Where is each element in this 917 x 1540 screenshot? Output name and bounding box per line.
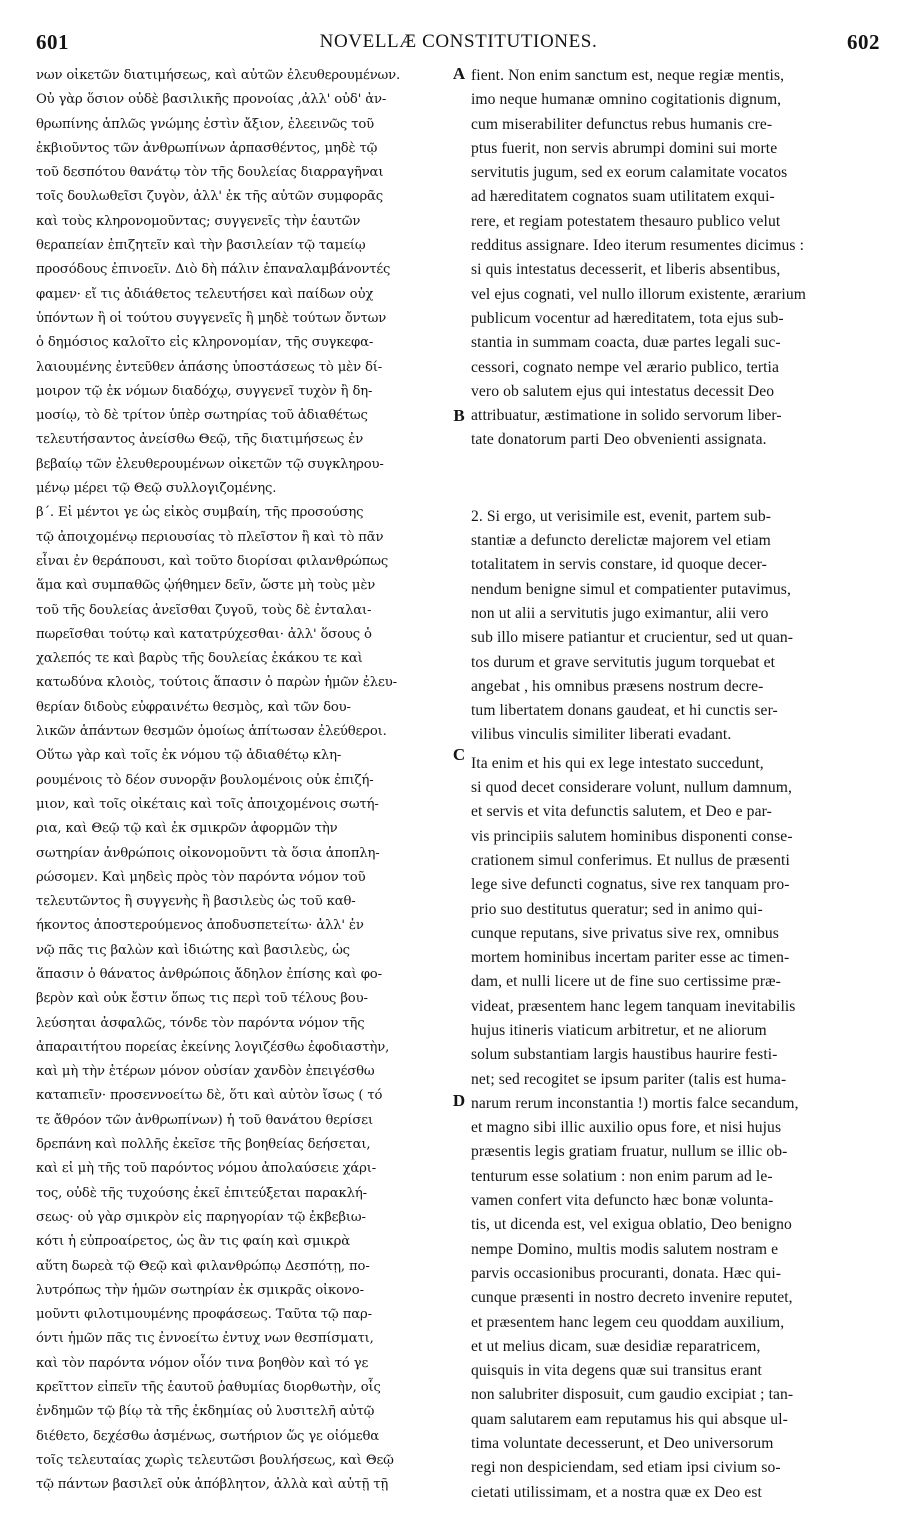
paragraph: [36, 64, 448, 501]
text-line: λικῶν ἁπάντων θεσμῶν ὁμοίως ἁπίτωσαν ἐλεύθεροι.: [36, 724, 387, 740]
text-line: tis, ut dicenda est, vel exigua oblatio, Deo benigno: [471, 1216, 792, 1234]
text-line: quisquis in vita degens quæ sui transitus erant: [471, 1362, 762, 1380]
text-line: μένῳ μέρει τῷ Θεῷ συλλογιζομένης.: [36, 481, 277, 497]
margin-marker-d: D: [452, 1091, 466, 1110]
text-line: μοσίῳ, τὸ δὲ τρίτον ὑπὲρ σωτηρίας τοῦ ἀδιαθέτως: [36, 408, 368, 424]
text-line: crationem simul conferimus. Et nullus de præsenti: [471, 851, 790, 869]
text-line: θρωπίνης ἁπλῶς γνώμης ἐστὶν ἄξιον, ἐλεεινῶς τοῦ: [36, 116, 374, 132]
text-line: vero ob salutem ejus qui intestatus decessit Deo: [471, 382, 775, 400]
text-line: parvis occasionibus procuranti, donata. Hæc qui-: [471, 1264, 782, 1282]
text-line: nendum benigne simul et compatienter putavimus,: [471, 580, 791, 598]
text-line: et ut melius dicam, suæ desidiæ reparatricem,: [471, 1337, 761, 1355]
text-line: ρώσομεν. Καὶ μηδεὶς πρὸς τὸν παρόντα νόμον τοῦ: [36, 869, 366, 885]
page-header: [0, 30, 917, 58]
text-line: καὶ εἰ μὴ τῆς τοῦ παρόντος νόμου ἀπολαύσειε χάρι-: [36, 1161, 377, 1177]
text-line: ὁ δημόσιος καλοῖτο εἰς κληρονομίαν, τῆς συγκεφα-: [36, 335, 374, 351]
text-line: si quis intestatus decesserit, et liberis absentibus,: [471, 261, 781, 279]
text-line: τοῦ τῆς δουλείας ἀνεῖσθαι ζυγοῦ, τοὺς δὲ ἐνταλαι-: [36, 602, 372, 618]
text-line: σωτηρίαν ἀνθρώποις οἰκονομοῦντι τὰ ὅσια ἀποπλη-: [36, 845, 380, 861]
text-line: dam, et nulli licere ut de fine suo certissime præ-: [471, 973, 781, 991]
text-line: publicum vocentur ad hæreditatem, tota ejus sub-: [471, 309, 784, 327]
text-line: βεβαίῳ τῶν ἐλευθερουμένων οἰκετῶν τῷ συγκληρου-: [36, 456, 384, 472]
text-line: μιον, καὶ τοῖς οἰκέταις καὶ τοῖς ἀποιχομένοις σωτή-: [36, 796, 379, 812]
text-line: χαλεπός τε καὶ βαρὺς τῆς δουλείας ἐκάκου τε καὶ: [36, 651, 363, 667]
text-line: tima voluntate decesserunt, et Deo universorum: [471, 1435, 774, 1453]
text-line: solum substantiam largis haustibus haurire festi-: [471, 1046, 778, 1064]
text-line: κατωδύνα κλοιὸς, τούτοις ἅπασιν ὁ παρὼν ἡμῶν ἐλευ-: [36, 675, 397, 691]
text-line: ἅμα καὶ συμπαθῶς ᾠήθημεν δεῖν, ὥστε μὴ τοὺς μὲν: [36, 578, 376, 594]
text-line: præsentis legis gratiam fruatur, nullum se illic ob-: [471, 1143, 788, 1161]
text-line: αὕτη δωρεὰ τῷ Θεῷ καὶ φιλανθρώπῳ Δεσπότῃ, πο-: [36, 1258, 370, 1274]
text-line: βερὸν καὶ οὐκ ἔστιν ὅπως τις περὶ τοῦ τέλους βου-: [36, 991, 368, 1007]
text-line: τῷ πάντων βασιλεῖ οὐκ ἀπόβλητον, ἀλλὰ καὶ αὐτῇ τῇ: [36, 1477, 389, 1493]
text-line: ad hæreditatem cognatos suam utilitatem exqui-: [471, 188, 775, 206]
text-line: non ut alii a servitutis jugo eximantur, alii vero: [471, 604, 769, 622]
text-line: νων οἰκετῶν διατιμήσεως, καὶ αὐτῶν ἐλευθερουμένων.: [36, 68, 401, 83]
text-line: κρεῖττον εἰπεῖν τῆς ἑαυτοῦ ῥαθυμίας διορθωτὴν, οἷς: [36, 1380, 381, 1396]
text-line: κότι ἡ εὐπροαίρετος, ὡς ἂν τις φαίη καὶ σμικρὰ: [36, 1234, 350, 1250]
text-line: μοιρον τῷ ἐκ νόμων διαδόχῳ, συγγενεῖ τυχὸν ἢ δη-: [36, 383, 373, 399]
text-line: et servis et vita defunctis salutem, et Deo e par-: [471, 803, 772, 821]
paragraph: [471, 752, 877, 1505]
paragraph: [36, 744, 448, 1497]
text-line: narum rerum inconstantia !) mortis falce secandum,: [471, 1094, 799, 1112]
text-line: non salubriter disposuit, cum gaudio excipiat ; tan-: [471, 1386, 794, 1404]
paragraph: [471, 505, 877, 748]
text-line: β΄. Εἰ μέντοι γε ὡς εἰκὸς συμβαίη, τῆς προσούσης: [36, 505, 364, 521]
text-line: ρουμένοις τὸ δέον συνορᾷν βουλομένοις οὐκ ἐπιζή-: [36, 772, 374, 788]
text-line: ὑπόντων ἢ οἱ τούτου συγγενεῖς ἢ μηδὲ τούτων ὄντων: [36, 310, 387, 326]
page-number-left: 601: [36, 30, 69, 54]
latin-column: [471, 64, 877, 1505]
text-line: σεως· οὐ γὰρ σμικρὸν εἰς παρηγορίαν τῷ ἐκβεβιω-: [36, 1209, 366, 1225]
text-line: imo neque humanæ omnino cogitationis dignum,: [471, 91, 782, 109]
text-line: Οὕτω γὰρ καὶ τοῖς ἐκ νόμου τῷ ἀδιαθέτῳ κλη-: [36, 748, 342, 764]
text-line: πωρεῖσθαι τούτῳ καὶ κατατρύχεσθαι· ἀλλ' ὅσους ὁ: [36, 626, 372, 642]
text-line: redditus assignare. Ideo iterum resumentes dicimus :: [471, 237, 805, 255]
text-line: λεύσηται ἀσφαλῶς, τόνδε τὸν παρόντα νόμον τῆς: [36, 1015, 365, 1031]
text-line: nempe Domino, multis modis salutem nostram e: [471, 1240, 779, 1258]
text-line: cunque reputans, sive privatus sive rex, omnibus: [471, 924, 779, 942]
page-number-right: 602: [847, 30, 880, 54]
text-line: διέθετο, δεχέσθω ἀσμένως, σωτήριον ὥς γε οἰόμεθα: [36, 1428, 380, 1444]
text-line: θερίαν διδοὺς εὐφραινέτω θεσμὸς, καὶ τῶν δου-: [36, 699, 351, 715]
text-line: νῷ πᾶς τις βαλὼν καὶ ἰδιώτης καὶ βασιλεὺς, ὡς: [36, 942, 350, 958]
text-line: sub illo misere patiantur et crucientur, sed ut quan-: [471, 629, 794, 647]
text-line: cum miserabiliter defunctus rebus humanis cre-: [471, 115, 773, 133]
margin-marker-b: B: [453, 406, 465, 425]
text-line: tate donatorum parti Deo obvenienti assignata.: [471, 431, 767, 449]
text-line: εἶναι ἐν θεράπουσι, καὶ τοῦτο διορίσαι φιλανθρώπως: [36, 553, 389, 569]
text-line: καὶ μὴ τὴν ἑτέρων μόνον οὐσίαν χανδὸν ἐπειγέσθω: [36, 1064, 375, 1080]
margin-marker-c: C: [452, 745, 466, 764]
text-line: vilibus vinculis similiter liberati evadant.: [471, 726, 732, 744]
margin-marker-a: A: [452, 64, 466, 83]
text-line: λυτρόπως τὴν ἡμῶν σωτηρίαν ἐκ σμικρᾶς οἰκονο-: [36, 1282, 364, 1298]
text-line: όντι ἡμῶν πᾶς τις ἐννοείτω ἐντυχ νων θεσπίσματι,: [36, 1331, 374, 1347]
text-line: ἀπαραιτήτου πορείας ἐκείνης λογιζέσθω ἐφοδιαστὴν,: [36, 1039, 390, 1055]
text-line: regi non despiciendam, sed etiam ipsi civium so-: [471, 1459, 781, 1477]
running-title: NOVELLÆ CONSTITUTIONES.: [319, 31, 598, 52]
text-line: totalitatem in servis constare, id quoque decer-: [471, 556, 767, 574]
paragraph: [36, 501, 448, 744]
text-line: hujus itineris viaticum arbitretur, et ne aliorum: [471, 1021, 767, 1039]
text-line: καὶ τὸν παρόντα νόμον οἷόν τινα βοηθὸν καὶ τό γε: [36, 1355, 369, 1371]
text-line: attribuatur, æstimatione in solido servorum liber-: [471, 407, 782, 425]
text-line: si quod decet considerare volunt, nullum damnum,: [471, 779, 792, 797]
text-line: τῷ ἀποιχομένῳ περιουσίας τὸ πλεῖστον ἢ καὶ τὸ πᾶν: [36, 529, 384, 545]
text-line: τε ἄθρόον τῶν ἀνθρωπίνων) ἡ τοῦ θανάτου θερίσει: [36, 1112, 373, 1128]
text-line: videat, præsentem hanc legem tanquam inevitabilis: [471, 997, 796, 1015]
text-line: tos durum et grave servitutis jugum torquebat et: [471, 653, 776, 671]
paragraph: [471, 64, 877, 453]
text-line: ἐνδημῶν τῷ βίῳ τὰ τῆς ἐκδημίας οὐ λυσιτελῆ αὐτῷ: [36, 1404, 375, 1420]
text-line: 2. Si ergo, ut verisimile est, evenit, partem sub-: [471, 507, 772, 525]
text-line: rere, et regiam potestatem thesauro publico velut: [471, 212, 781, 230]
text-line: et præsentem hanc legem ceu quoddam auxilium,: [471, 1313, 785, 1331]
text-line: ptus fuerit, non servis abrumpi domini sui morte: [471, 139, 778, 157]
text-line: cietati utilissimam, et a nostra quæ ex Deo est: [471, 1483, 762, 1501]
text-line: ρια, καὶ Θεῷ τῷ καὶ ἐκ σμικρῶν ἀφορμῶν τὴν: [36, 821, 338, 837]
text-line: angebat , his omnibus præsens nostrum decre-: [471, 677, 764, 695]
text-line: τελευτήσαντος ἀνείσθω Θεῷ, τῆς διατιμήσεως ἐν: [36, 432, 364, 448]
text-line: τοῦ δεσπότου θανάτῳ τὸν τῆς δουλείας διαρραγῆναι: [36, 165, 384, 181]
text-line: τελευτῶντος ἢ συγγενὴς ἢ βασιλεὺς ὡς τοῦ καθ-: [36, 894, 356, 910]
text-line: δρεπάνη καὶ πολλῆς ἐκεῖσε τῆς βοηθείας δεήσεται,: [36, 1137, 371, 1153]
text-line: prio suo destitutus queratur; sed in animo qui-: [471, 900, 763, 918]
text-line: ἅπασιν ὁ θάνατος ἀνθρώποις ἄδηλον ἐπίσης καὶ φο-: [36, 966, 382, 982]
text-line: προσόδους ἐπινοεῖν. Διὸ δὴ πάλιν ἐπαναλαμβάνοντές: [36, 262, 391, 278]
text-line: tum libertatem donans gaudeat, et hi cunctis ser-: [471, 702, 778, 720]
text-line: servitutis jugum, sed ex eorum calamitate vocatos: [471, 164, 788, 182]
text-line: stantia in summam coacta, duæ partes legali suc-: [471, 334, 781, 352]
text-line: stantiæ a defuncto derelictæ majorem vel etiam: [471, 532, 771, 550]
text-line: θεραπείαν ἐπιζητεῖν καὶ τὴν βασιλείαν τῷ ταμείῳ: [36, 238, 366, 254]
text-line: Οὐ γὰρ ὅσιον οὐδὲ βασιλικῆς προνοίας ,ἀλλ' οὐδ' ἀν-: [36, 92, 387, 108]
text-line: et magno sibi illic auxilio opus fore, et nisi hujus: [471, 1119, 782, 1137]
text-line: net; sed recogitet se ipsum pariter (talis est huma-: [471, 1070, 787, 1088]
text-line: fient. Non enim sanctum est, neque regiæ mentis,: [471, 67, 785, 84]
text-line: φαμεν· εἴ τις ἀδιάθετος τελευτήσει καὶ παίδων οὐχ: [36, 286, 374, 302]
text-line: τοῖς δουλωθεῖσι ζυγὸν, ἀλλ' ἐκ τῆς αὐτῶν συμφορᾶς: [36, 189, 384, 205]
greek-column: [36, 64, 448, 1498]
text-line: vamen confert vita defuncto hæc bonæ volunta-: [471, 1192, 774, 1210]
text-line: cessori, cognato nempe vel ærario publico, tertia: [471, 358, 780, 376]
text-line: mortem hominibus incertam pariter esse ac timen-: [471, 949, 790, 967]
text-line: καταπιεῖν· προσεννοείτω δὲ, ὅτι καὶ αὐτὸν ἴσως ( τό: [36, 1088, 383, 1104]
text-line: ήκοντος ἀποστερούμενος ἀποδυσπετείτω· ἀλλ' ἐν: [36, 918, 364, 934]
text-line: cunque præsenti in nostro decreto invenire reputet,: [471, 1289, 793, 1307]
text-line: lege sive defuncti cognatus, sive rex tanquam pro-: [471, 876, 790, 894]
text-line: Ita enim et his qui ex lege intestato succedunt,: [471, 754, 764, 772]
text-line: tenturum esse solatium : non enim parum ad le-: [471, 1167, 773, 1185]
text-line: vel ejus cognati, vel nullo illorum existente, ærarium: [471, 285, 806, 303]
text-line: μοῦντι φιλοτιμουμένης προφάσεως. Ταῦτα τῷ παρ-: [36, 1307, 372, 1323]
text-line: vis principiis salutem hominibus disponenti conse-: [471, 827, 793, 845]
text-line: καὶ τοὺς κληρονομοῦντας; συγγενεῖς τὴν ἑαυτῶν: [36, 213, 361, 229]
text-line: quam salutarem eam reputamus his qui absque ul-: [471, 1410, 788, 1428]
text-line: λαιουμένης ἐντεῦθεν ἁπάσης ὑποστάσεως τὸ μὲν δί-: [36, 359, 383, 375]
text-line: τοῖς τελευταίας χωρὶς τελευτῶσι βουλήσεως, καὶ Θεῷ: [36, 1452, 394, 1468]
text-line: ἐκβιοῦντος τῶν ἀνθρωπίνων ἁρπασθέντος, μηδὲ τῷ: [36, 140, 378, 156]
text-line: τος, οὐδὲ τῆς τυχούσης ἐκεῖ ἐπιτεύξεται παρακλή-: [36, 1185, 367, 1201]
